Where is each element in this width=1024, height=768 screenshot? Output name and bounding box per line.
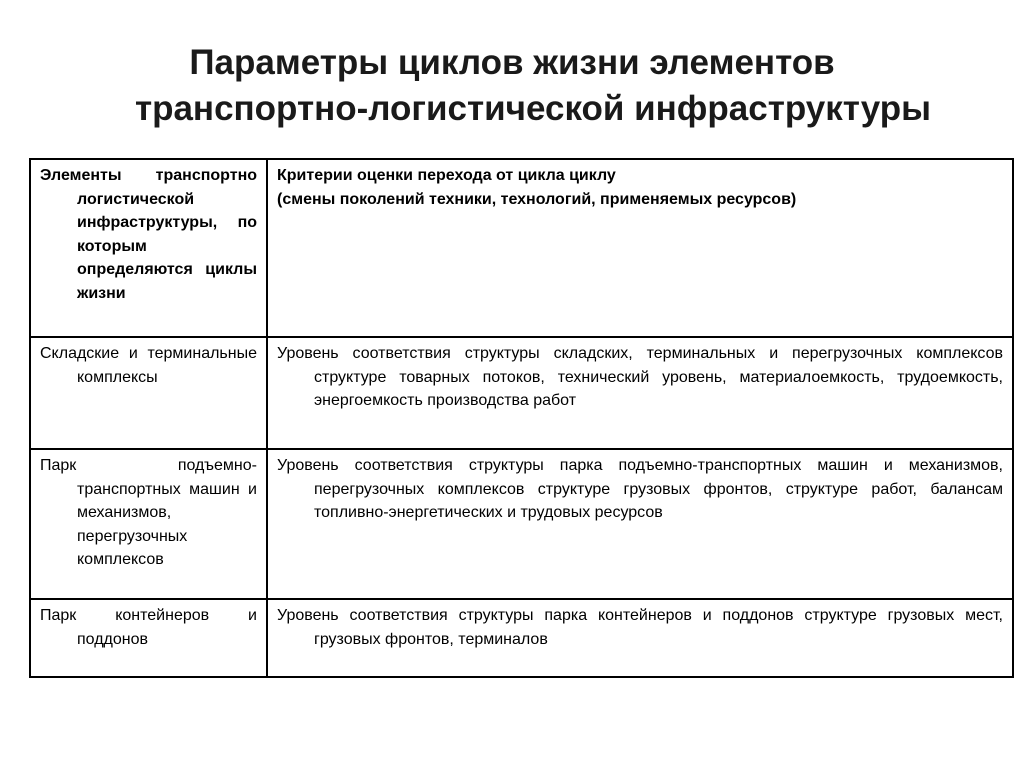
element-cell [30,449,267,599]
criteria-cell [267,337,1013,449]
criteria-cell [267,449,1013,599]
header-criteria-line-1: Критерии оценки перехода от цикла циклу [277,167,616,184]
table-row [30,449,1013,599]
criteria-text: Уровень соответствия структуры парка контейнеров и поддонов структуре грузовых мест, грузовых фронтов, терминалов [277,607,1003,648]
table-row [30,337,1013,449]
element-text: Парк подъемно-транспортных машин и механизмов, перегрузочных комплексов [40,457,257,568]
slide-title [0,40,1024,132]
table-header-row [30,159,1013,337]
table-row [30,599,1013,677]
element-cell [30,337,267,449]
header-criteria-line-2: (смены поколений техники, технологий, применяемых ресурсов) [277,191,797,208]
criteria-text: Уровень соответствия структуры парка подъемно-транспортных машин и механизмов, перегрузочных комплексов структуре грузовых фронтов, структуре работ, балансам топливно-энергетических и трудовых ресурсов [277,457,1003,521]
element-text: Парк контейнеров и поддонов [40,607,257,648]
header-cell-elements [30,159,267,337]
header-elements-text: Элементы транспортно логистической инфраструктуры, по которым определяются циклы жизни [40,167,257,302]
header-cell-criteria [267,159,1013,337]
slide-title-line-1: Параметры циклов жизни элементов [189,43,835,82]
element-cell [30,599,267,677]
lifecycle-parameters-table [29,158,1014,678]
slide-title-line-2: транспортно-логистической инфраструктуры [134,89,932,128]
criteria-text: Уровень соответствия структуры складских, терминальных и перегрузочных комплексов структуре товарных потоков, технический уровень, материалоемкость, трудоемкость, энергоемкость производства работ [277,345,1003,409]
element-text: Складские и терминальные комплексы [40,345,257,386]
criteria-cell [267,599,1013,677]
